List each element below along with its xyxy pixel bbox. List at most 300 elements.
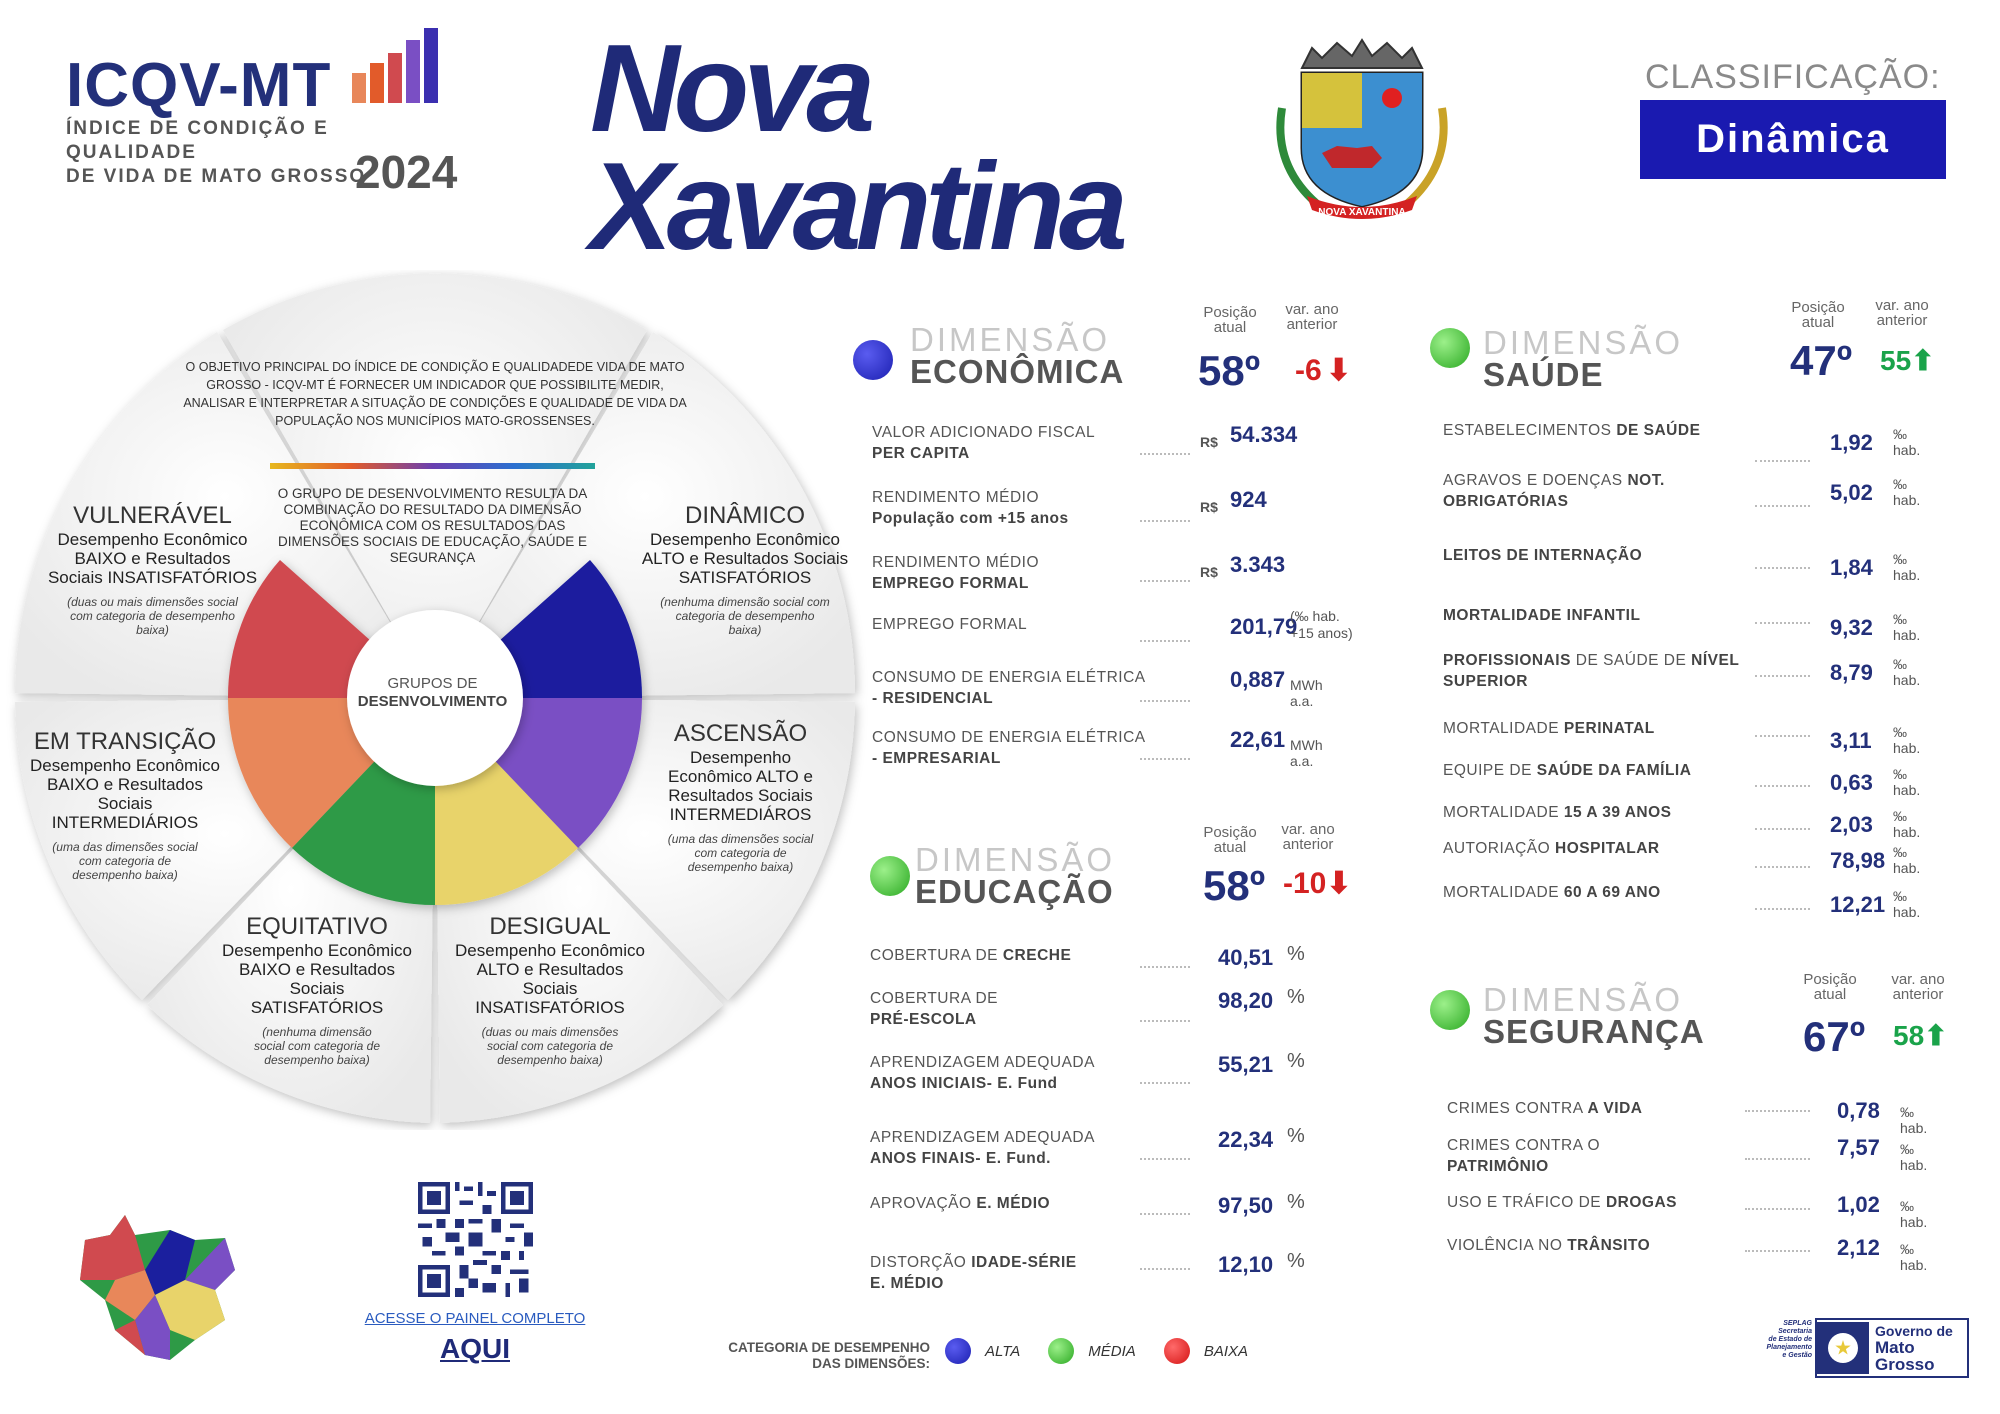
group-name: ASCENSÃO: [673, 720, 808, 747]
variation-value: -6: [1295, 354, 1322, 387]
indicator-label-line-1: [1447, 1235, 1747, 1256]
indicator-text: APROVAÇÃO: [870, 1195, 972, 1212]
aqui-link[interactable]: AQUI: [440, 1333, 510, 1364]
indicator-value: 3,11: [1830, 728, 1872, 753]
indicator-value: 201,79: [1230, 614, 1298, 639]
group-name: DESIGUAL: [489, 913, 611, 940]
variation-label-line-2: anterior: [1286, 316, 1338, 333]
saude-position-label: [1783, 300, 1853, 330]
indicator-unit: MWh a.a.: [1290, 737, 1323, 769]
dimension-label: DIMENSÃO: [1483, 324, 1684, 361]
dotted-leader: [1140, 758, 1190, 760]
government-logo: [1815, 1318, 1969, 1378]
group-ascensao: [648, 720, 833, 874]
brand-subtitle-line-1: ÍNDICE DE CONDIÇÃO E QUALIDADE: [66, 118, 329, 163]
economica-category-dot: [853, 340, 893, 380]
economica-position-label: [1195, 305, 1265, 335]
educacao-variation: [1283, 866, 1352, 901]
dotted-leader: [1755, 675, 1810, 677]
legend-baixa-dot: [1164, 1338, 1190, 1364]
group-note: (nenhuma dimensão social com categoria de desempenho baixa): [660, 595, 830, 637]
indicator-value: 3.343: [1230, 552, 1286, 577]
indicator-text: COBERTURA DE: [870, 947, 999, 964]
economica-variation-label: [1272, 302, 1352, 332]
indicator-unit: ‰ hab.: [1893, 808, 1921, 840]
educacao-variation-label: [1268, 822, 1348, 852]
indicator-label-line-1: [1447, 1098, 1747, 1119]
indicator-label: [872, 422, 1172, 464]
dimension-name: SEGURANÇA: [1483, 1013, 1705, 1050]
dotted-leader: [1755, 460, 1810, 462]
indicator-label-line-2: ANOS FINAIS- E. Fund.: [870, 1150, 1051, 1167]
indicator-text-bold: PROFISSIONAIS: [1443, 652, 1571, 669]
brand-title: ICQV-MT: [66, 51, 332, 120]
indicator-unit: %: [1287, 943, 1305, 965]
dimension-name: SAÚDE: [1483, 356, 1604, 393]
variation-label-line-1: var. ano: [1891, 971, 1945, 988]
dotted-leader: [1745, 1250, 1810, 1252]
city-name: [590, 20, 1122, 276]
indicator-value: 55,21: [1218, 1052, 1274, 1077]
city-name-line-2: Xavantina: [590, 138, 1122, 276]
indicator-text-bold: NÍVEL: [1691, 652, 1740, 669]
group-dinamico: [640, 502, 850, 637]
group-explanation-text: O GRUPO DE DESENVOLVIMENTO RESULTA DA COMBINAÇÃO DO RESULTADO DA DIMENSÃO ECONÔMICA COM OS RESULTADOS DAS DIMENSÕES SOCIAIS DE EDUCAÇÃO, SAÚDE E SEGURANÇA: [277, 486, 588, 565]
indicator-label-line-1: [1443, 718, 1773, 739]
bar-chart-logo-icon: [352, 28, 457, 103]
indicator-unit: ‰ hab.: [1893, 656, 1921, 688]
seplag-line-1: SEPLAG: [1783, 1320, 1812, 1327]
indicator-label: [872, 552, 1172, 594]
brand-year: 2024: [355, 146, 458, 198]
indicator-label-line-1: [870, 1193, 1170, 1214]
indicator-label-line-1: [1443, 605, 1773, 626]
indicator-label-line-2: PRÉ-ESCOLA: [870, 1011, 977, 1028]
mato-grosso-map-icon: [75, 1210, 240, 1365]
indicator-text: DISTORÇÃO: [870, 1254, 967, 1271]
qr-code[interactable]: [418, 1182, 533, 1297]
indicator-label: [870, 1252, 1170, 1294]
panel-link[interactable]: ACESSE O PAINEL COMPLETO: [364, 1310, 586, 1327]
indicator-text: MORTALIDADE: [1443, 884, 1560, 901]
indicator-label-line-1: [1443, 802, 1773, 823]
dotted-leader: [1140, 1082, 1190, 1084]
indicator-label: [1447, 1098, 1747, 1119]
indicator-label: [1443, 882, 1773, 903]
indicator-text-bold: PERINATAL: [1563, 720, 1655, 737]
indicator-label: [1447, 1192, 1747, 1213]
group-description: Desempenho Econômico ALTO e Resultados Sociais SATISFATÓRIOS: [641, 530, 849, 587]
mt-flag-icon: [1817, 1322, 1869, 1374]
indicator-label: [1443, 802, 1773, 823]
indicator-value: 0,78: [1837, 1098, 1880, 1123]
gov-line-3: Grosso: [1875, 1354, 1935, 1374]
indicator-label-line-1: [1443, 882, 1773, 903]
indicator-value: 2,03: [1830, 812, 1873, 837]
variation-label-line-2: anterior: [1282, 836, 1334, 853]
indicator-text: VIOLÊNCIA NO: [1447, 1237, 1563, 1254]
indicator-label: [870, 945, 1170, 966]
indicator-label-line-1: [872, 422, 1172, 443]
city-crest-icon: [1262, 28, 1462, 228]
variation-label-line-2: anterior: [1876, 312, 1928, 329]
group-em-transicao: [25, 728, 225, 882]
indicator-label-line-1: [872, 487, 1172, 508]
position-label-line-2: atual: [1213, 839, 1247, 856]
indicator-value: 1,92: [1830, 430, 1873, 455]
dotted-leader: [1745, 1158, 1810, 1160]
indicator-text: COBERTURA DE: [870, 990, 999, 1007]
dotted-leader: [1755, 567, 1810, 569]
variation-label-line-1: var. ano: [1875, 297, 1929, 314]
legend-title-line-2: DAS DIMENSÕES:: [812, 1356, 930, 1371]
group-desigual: [455, 913, 645, 1067]
indicator-label: [1443, 838, 1773, 859]
saude-variation: [1880, 344, 1935, 377]
indicator-label: [870, 988, 1170, 1030]
group-name: EQUITATIVO: [246, 913, 388, 940]
indicator-text-bold: HOSPITALAR: [1555, 840, 1660, 857]
indicator-unit: ‰ hab.: [1893, 724, 1921, 756]
dotted-leader: [1755, 735, 1810, 737]
indicator-text: EMPREGO FORMAL: [872, 616, 1028, 633]
indicator-value: 22,61: [1230, 727, 1286, 752]
indicator-text: DE SAÚDE DE: [1575, 652, 1687, 669]
gov-line-1: Governo de: [1875, 1322, 1953, 1339]
indicator-unit: %: [1287, 1250, 1305, 1272]
wheel-center-label: [345, 675, 520, 711]
indicator-value: 924: [1230, 487, 1267, 512]
indicator-label-line-2: - EMPRESARIAL: [872, 750, 1001, 767]
seguranca-variation: [1893, 1019, 1948, 1052]
indicator-text: AUTORIAÇÃO: [1443, 840, 1551, 857]
indicator-label: [872, 727, 1172, 769]
indicator-text: CRIMES CONTRA O: [1447, 1137, 1601, 1154]
indicator-value: 40,51: [1218, 945, 1274, 970]
indicator-label-line-1: [870, 988, 1170, 1009]
indicator-value: 12,21: [1830, 892, 1886, 917]
indicator-value: 2,12: [1837, 1235, 1880, 1260]
arrow-up-icon: ⬆: [1924, 1020, 1948, 1051]
group-note: (duas ou mais dimensões social com categoria de desempenho baixa): [67, 595, 238, 637]
dotted-leader: [1140, 1213, 1190, 1215]
indicator-unit: %: [1287, 1050, 1305, 1072]
indicator-unit: ‰ hab.: [1893, 551, 1921, 583]
indicator-text: MORTALIDADE: [1443, 720, 1560, 737]
indicator-label-line-2: PATRIMÔNIO: [1447, 1158, 1549, 1175]
group-description: Desempenho Econômico ALTO e Resultados Sociais INTERMEDIÁROS: [668, 748, 813, 824]
indicator-value: 78,98: [1830, 848, 1886, 873]
indicator-label: [1443, 420, 1773, 441]
dotted-leader: [1140, 1158, 1190, 1160]
saude-title: [1483, 324, 1684, 393]
indicator-label-line-1: [870, 1127, 1170, 1148]
dimension-label: DIMENSÃO: [910, 321, 1111, 358]
seplag-label: [1752, 1320, 1812, 1360]
indicator-unit: %: [1287, 986, 1305, 1008]
indicator-text: AGRAVOS E DOENÇAS: [1443, 472, 1623, 489]
indicator-label: [1447, 1235, 1747, 1256]
indicator-unit: ‰ hab.: [1900, 1141, 1928, 1173]
indicator-text-bold: DE SAÚDE: [1616, 422, 1701, 439]
variation-label-line-2: anterior: [1892, 986, 1944, 1003]
indicator-label-line-2: População com +15 anos: [872, 510, 1069, 527]
classification-label: CLASSIFICAÇÃO:: [1645, 58, 1941, 96]
arrow-down-icon: ⬇: [1326, 354, 1352, 387]
indicator-text-bold: SAÚDE DA FAMÍLIA: [1536, 762, 1692, 779]
group-description: Desempenho Econômico BAIXO e Resultados Sociais INSATISFATÓRIOS: [47, 530, 258, 587]
indicator-unit: ‰ hab.: [1893, 766, 1921, 798]
indicator-label-line-1: [872, 727, 1172, 748]
saude-position: 47º: [1790, 337, 1853, 384]
indicator-label-line-1: [1443, 470, 1773, 491]
indicator-label-line-2: - RESIDENCIAL: [872, 690, 994, 707]
seplag-line-2: Secretaria: [1778, 1328, 1812, 1335]
group-description: Desempenho Econômico ALTO e Resultados Sociais INSATISFATÓRIOS: [455, 941, 645, 1017]
indicator-label: [870, 1052, 1170, 1094]
indicator-text: APRENDIZAGEM ADEQUADA: [870, 1129, 1095, 1146]
indicator-text: CONSUMO DE ENERGIA ELÉTRICA: [872, 729, 1146, 746]
dotted-leader: [1745, 1110, 1810, 1112]
indicator-label-line-1: [870, 945, 1170, 966]
variation-value: 58: [1893, 1020, 1925, 1051]
indicator-value: 0,887: [1230, 667, 1286, 692]
indicator-label-line-1: [1447, 1135, 1747, 1156]
indicator-value: 97,50: [1218, 1193, 1274, 1218]
indicator-label: [1443, 760, 1773, 781]
group-name: EM TRANSIÇÃO: [33, 728, 217, 755]
indicator-text: EQUIPE DE: [1443, 762, 1532, 779]
indicator-text-bold: CRECHE: [1002, 947, 1072, 964]
indicator-unit: %: [1287, 1125, 1305, 1147]
indicator-label: [1447, 1135, 1747, 1177]
indicator-label-line-2: SUPERIOR: [1443, 673, 1528, 690]
position-label-line-1: Posição: [1203, 304, 1257, 321]
group-note: (nenhuma dimensão social com categoria de desempenho baixa): [253, 1025, 381, 1067]
brand-subtitle-line-2: DE VIDA DE MATO GROSSO: [66, 166, 367, 187]
indicator-unit: ‰ hab.: [1893, 611, 1921, 643]
indicator-value: 12,10: [1218, 1252, 1274, 1277]
indicator-label: [870, 1127, 1170, 1169]
seplag-line-3: de Estado de: [1768, 1336, 1812, 1343]
dotted-leader: [1140, 700, 1190, 702]
dotted-leader: [1140, 1020, 1190, 1022]
dotted-leader: [1755, 866, 1810, 868]
indicator-text: VALOR ADICIONADO FISCAL: [872, 424, 1096, 441]
indicator-text: RENDIMENTO MÉDIO: [872, 554, 1040, 571]
educacao-category-dot: [870, 856, 910, 896]
seguranca-category-dot: [1430, 990, 1470, 1030]
variation-label-line-1: var. ano: [1281, 821, 1335, 838]
currency-label: R$: [1200, 564, 1218, 580]
indicator-value: 1,84: [1830, 555, 1873, 580]
indicator-value: 0,63: [1830, 770, 1873, 795]
dotted-leader: [1755, 785, 1810, 787]
dotted-leader: [1755, 505, 1810, 507]
government-text: [1869, 1324, 1953, 1373]
indicator-text-bold: E. MÉDIO: [976, 1195, 1051, 1212]
indicator-label-line-1: [872, 614, 1172, 635]
indicator-label-line-2: OBRIGATÓRIAS: [1443, 493, 1569, 510]
dotted-leader: [1140, 580, 1190, 582]
indicator-text-bold: IDADE-SÉRIE: [971, 1254, 1077, 1271]
indicator-label-line-1: [1443, 760, 1773, 781]
indicator-label: [1443, 650, 1773, 692]
dotted-leader: [1140, 520, 1190, 522]
indicator-label: [1443, 718, 1773, 739]
indicator-unit: ‰ hab.: [1900, 1241, 1928, 1273]
dotted-leader: [1140, 453, 1190, 455]
seplag-line-5: e Gestão: [1782, 1352, 1812, 1359]
indicator-label-line-1: [1443, 838, 1773, 859]
gradient-divider: [270, 463, 595, 469]
dotted-leader: [1140, 1268, 1190, 1270]
group-name: DINÂMICO: [685, 502, 805, 529]
variation-label-line-1: var. ano: [1285, 301, 1339, 318]
indicator-label-line-1: [872, 667, 1172, 688]
indicator-unit: ‰ hab.: [1900, 1104, 1928, 1136]
indicator-value: 7,57: [1837, 1135, 1880, 1160]
dotted-leader: [1140, 640, 1190, 642]
group-equitativo: [222, 913, 412, 1067]
group-vulneravel: [45, 502, 260, 637]
dotted-leader: [1755, 622, 1810, 624]
indicator-label: [872, 667, 1172, 709]
dotted-leader: [1745, 1208, 1810, 1210]
indicator-label-line-1: [870, 1252, 1170, 1273]
legend-baixa-label: BAIXA: [1203, 1342, 1248, 1360]
crest-ribbon-text: NOVA XAVANTINA: [1318, 207, 1406, 218]
indicator-text: USO E TRÁFICO DE: [1447, 1194, 1602, 1211]
position-label-line-1: Posição: [1203, 824, 1257, 841]
indicator-label-line-1: [1443, 545, 1773, 566]
group-note: (uma das dimensões social com categoria de desempenho baixa): [667, 832, 814, 874]
indicator-text-bold: MORTALIDADE INFANTIL: [1443, 607, 1641, 624]
group-description: Desempenho Econômico BAIXO e Resultados Sociais INTERMEDIÁRIOS: [30, 756, 220, 832]
legend-media-label: MÉDIA: [1088, 1342, 1136, 1360]
legend-title-line-1: CATEGORIA DE DESEMPENHO: [728, 1340, 930, 1355]
economica-title: [910, 321, 1125, 390]
index-objective-text: O OBJETIVO PRINCIPAL DO ÍNDICE DE CONDIÇÃO E QUALIDADEDE VIDA DE MATO GROSSO - ICQV-MT É FORNECER UM INDICADOR QUE POSSIBILITE MEDIR, ANALISAR E INTERPRETAR A SITUAÇÃO DE CONDIÇÕES E QUALIDADE DE VIDA DA POPULAÇÃO NOS MUNICÍPIOS MATO-GROSSENSES.: [183, 360, 687, 428]
group-description: Desempenho Econômico BAIXO e Resultados Sociais SATISFATÓRIOS: [222, 941, 412, 1017]
position-label-line-2: atual: [1213, 319, 1247, 336]
indicator-label-line-2: ANOS INICIAIS- E. Fund: [870, 1075, 1058, 1092]
indicator-label-line-1: [1443, 420, 1773, 441]
seguranca-variation-label: [1878, 972, 1958, 1002]
economica-position: 58º: [1198, 347, 1261, 394]
saude-category-dot: [1430, 328, 1470, 368]
legend-media-dot: [1048, 1338, 1074, 1364]
saude-variation-label: [1862, 298, 1942, 328]
indicator-text-bold: DROGAS: [1605, 1194, 1677, 1211]
currency-label: R$: [1200, 499, 1218, 515]
classification-badge: Dinâmica: [1640, 100, 1946, 179]
group-note: (uma das dimensões social com categoria de desempenho baixa): [52, 840, 198, 882]
dotted-leader: [1140, 966, 1190, 968]
indicator-label-line-2: EMPREGO FORMAL: [872, 575, 1029, 592]
indicator-text-bold: 15 A 39 ANOS: [1563, 804, 1672, 821]
variation-value: -10: [1283, 867, 1327, 900]
position-label-line-1: Posição: [1791, 299, 1845, 316]
indicator-label: [872, 487, 1172, 529]
indicator-unit: ‰ hab.: [1900, 1198, 1928, 1230]
indicator-label-line-1: [1443, 650, 1773, 671]
indicator-value: 22,34: [1218, 1127, 1274, 1152]
position-label-line-2: atual: [1813, 986, 1847, 1003]
indicator-label-line-1: [870, 1052, 1170, 1073]
dotted-leader: [1755, 828, 1810, 830]
indicator-unit: (‰ hab. +15 anos): [1290, 608, 1353, 641]
group-note: (duas ou mais dimensões social com categoria de desempenho baixa): [481, 1025, 619, 1067]
indicator-text: APRENDIZAGEM ADEQUADA: [870, 1054, 1095, 1071]
indicator-label-line-2: PER CAPITA: [872, 445, 970, 462]
economica-variation: [1295, 353, 1351, 388]
center-label-line-2: DESENVOLVIMENTO: [357, 693, 508, 710]
indicator-unit: ‰ hab.: [1893, 888, 1921, 920]
indicator-label: [870, 1193, 1170, 1214]
dimension-name: ECONÔMICA: [910, 353, 1125, 390]
indicator-text-bold: A VIDA: [1587, 1100, 1643, 1117]
currency-label: R$: [1200, 434, 1218, 450]
educacao-title: [915, 841, 1116, 910]
variation-value: 55: [1880, 345, 1912, 376]
indicator-label: [1443, 605, 1773, 626]
legend: [945, 1338, 1248, 1364]
indicator-text-bold: NOT.: [1627, 472, 1665, 489]
legend-alta-dot: [945, 1338, 971, 1364]
group-name: VULNERÁVEL: [73, 502, 232, 529]
indicator-value: 1,02: [1837, 1192, 1880, 1217]
arrow-up-icon: ⬆: [1911, 345, 1935, 376]
indicator-unit: MWh a.a.: [1290, 677, 1323, 709]
indicator-unit: ‰ hab.: [1893, 476, 1921, 508]
indicator-text: ESTABELECIMENTOS: [1443, 422, 1612, 439]
center-label-line-1: GRUPOS DE: [387, 675, 478, 692]
indicator-text: CRIMES CONTRA: [1447, 1100, 1583, 1117]
gov-line-2: Mato: [1875, 1337, 1915, 1357]
seplag-line-4: Planejamento: [1766, 1344, 1812, 1351]
seguranca-position-label: [1795, 972, 1865, 1002]
indicator-label-line-2: E. MÉDIO: [870, 1275, 944, 1292]
indicator-value: 9,32: [1830, 615, 1873, 640]
city-name-line-1: Nova: [590, 20, 870, 158]
arrow-down-icon: ⬇: [1326, 867, 1352, 900]
indicator-label: [1443, 470, 1773, 512]
indicator-value: 8,79: [1830, 660, 1873, 685]
indicator-text: CONSUMO DE ENERGIA ELÉTRICA: [872, 669, 1146, 686]
indicator-label: [872, 614, 1172, 635]
seguranca-position: 67º: [1803, 1013, 1866, 1060]
legend-alta-label: ALTA: [985, 1342, 1021, 1360]
indicator-value: 98,20: [1218, 988, 1274, 1013]
educacao-position-label: [1195, 825, 1265, 855]
indicator-text-bold: LEITOS DE INTERNAÇÃO: [1443, 547, 1643, 564]
educacao-position: 58º: [1203, 862, 1266, 909]
dimension-label: DIMENSÃO: [1483, 981, 1684, 1018]
position-label-line-1: Posição: [1803, 971, 1857, 988]
seguranca-title: [1483, 981, 1705, 1050]
indicator-label-line-1: [1447, 1192, 1747, 1213]
indicator-value: 5,02: [1830, 480, 1873, 505]
indicator-text-bold: TRÂNSITO: [1567, 1237, 1651, 1254]
indicator-text: MORTALIDADE: [1443, 804, 1560, 821]
dimension-label: DIMENSÃO: [915, 841, 1116, 878]
position-label-line-2: atual: [1801, 314, 1835, 331]
indicator-text: RENDIMENTO MÉDIO: [872, 489, 1040, 506]
legend-title: [690, 1340, 930, 1372]
indicator-unit: ‰ hab.: [1893, 844, 1921, 876]
indicator-unit: %: [1287, 1191, 1305, 1213]
